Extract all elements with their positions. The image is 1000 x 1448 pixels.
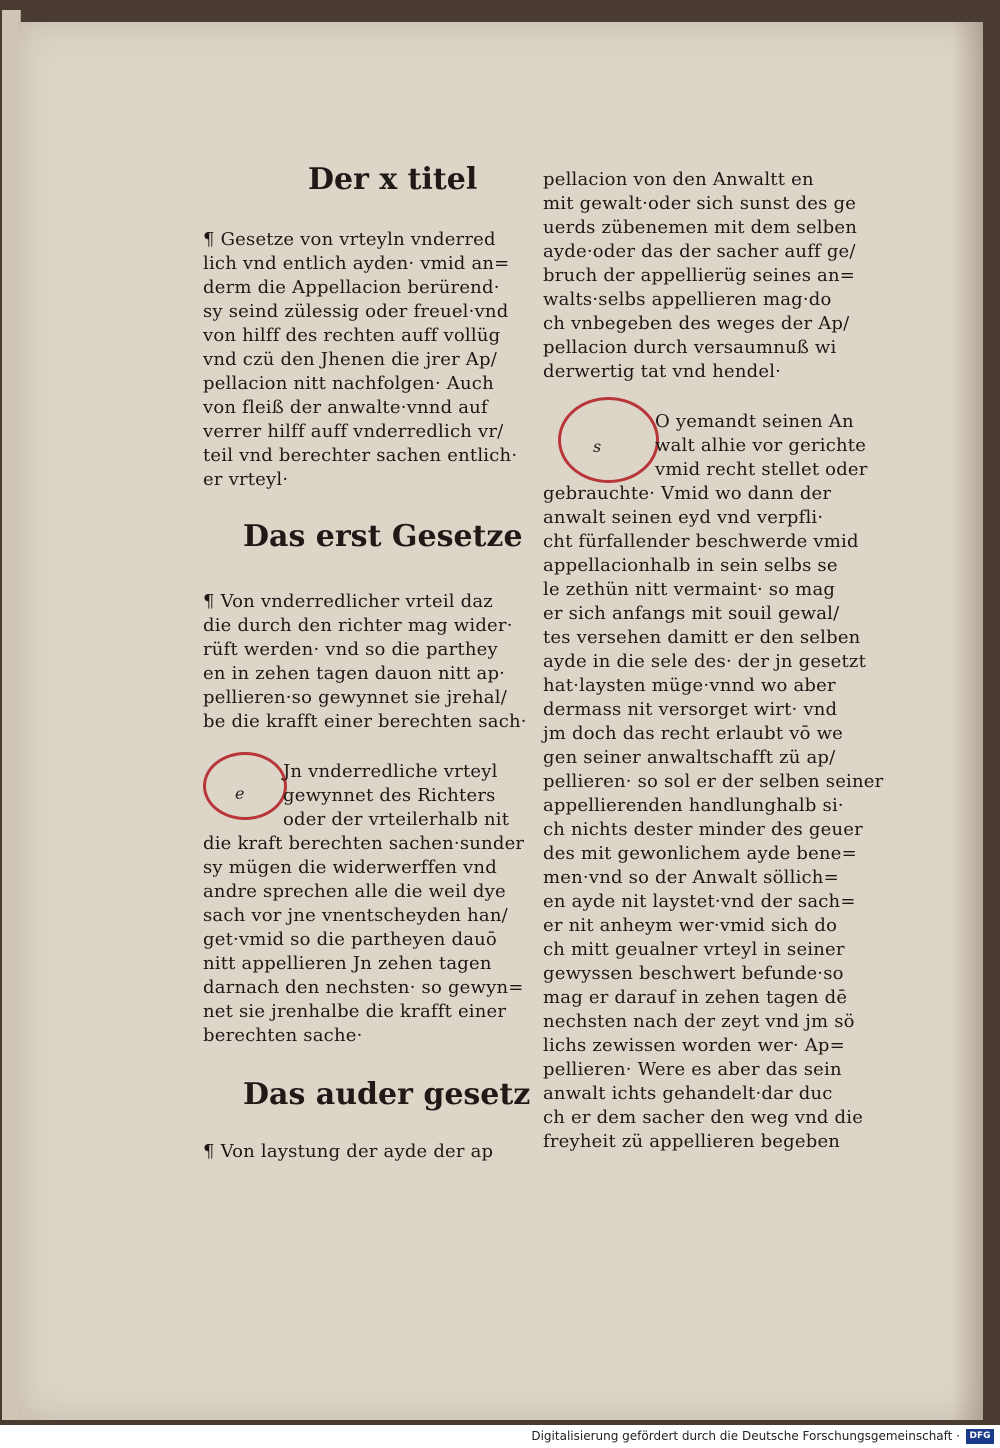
text-line: sach vor jne vnentscheyden han/ bbox=[203, 905, 508, 926]
text-line: pellieren·so gewynnet sie jrehal/ bbox=[203, 687, 507, 708]
text-line: des mit gewonlichem ayde bene= bbox=[543, 843, 857, 864]
text-line: dermass nit versorget wirt· vnd bbox=[543, 699, 838, 720]
text-line: jm doch das recht erlaubt vō we bbox=[543, 723, 844, 744]
red-initial-flourish bbox=[558, 397, 659, 483]
initial-guide-letter: e bbox=[235, 784, 245, 803]
text-line: verrer hilff auff vnderredlich vr/ bbox=[203, 421, 504, 442]
text-line: bruch der appellierüg seines an= bbox=[543, 265, 856, 286]
text-line: sy seind zülessig oder freuel·vnd bbox=[203, 301, 509, 322]
text-line: en ayde nit laystet·vnd der sach= bbox=[543, 891, 856, 912]
text-line: pellieren· Were es aber das sein bbox=[543, 1059, 842, 1080]
text-line: von hilff des rechten auff vollüg bbox=[203, 325, 501, 346]
text-line: lich vnd entlich ayden· vmid an= bbox=[203, 253, 510, 274]
text-line: andre sprechen alle die weil dye bbox=[203, 881, 506, 902]
text-line: teil vnd berechter sachen entlich· bbox=[203, 445, 518, 466]
text-line: anwalt seinen eyd vnd verpfli· bbox=[543, 507, 824, 528]
text-line: sy mügen die widerwerffen vnd bbox=[203, 857, 497, 878]
text-line: be die krafft einer berechten sach· bbox=[203, 711, 527, 732]
text-line: appellacionhalb in sein selbs se bbox=[543, 555, 838, 576]
text-line: freyheit zü appellieren begeben bbox=[543, 1131, 841, 1152]
text-line: vmid recht stellet oder bbox=[655, 459, 868, 480]
text-line: Jn vnderredliche vrteyl bbox=[283, 761, 498, 782]
text-line: pellieren· so sol er der selben seiner bbox=[543, 771, 884, 792]
text-line: er vrteyl· bbox=[203, 469, 289, 490]
text-line: en in zehen tagen dauon nitt ap· bbox=[203, 663, 506, 684]
text-line: gewyssen beschwert befunde·so bbox=[543, 963, 844, 984]
text-line: mag er darauf in zehen tagen dē bbox=[543, 987, 848, 1008]
text-line: nitt appellieren Jn zehen tagen bbox=[203, 953, 492, 974]
text-line: die durch den richter mag wider· bbox=[203, 615, 513, 636]
text-line: ayde·oder das der sacher auff ge/ bbox=[543, 241, 856, 262]
funding-credit: Digitalisierung gefördert durch die Deutsche Forschungsgemeinschaft · bbox=[531, 1429, 960, 1443]
heading-das-auder-gesetz: Das auder gesetz bbox=[243, 1077, 531, 1112]
text-line: pellacion von den Anwaltt en bbox=[543, 169, 814, 190]
dfg-logo: DFG bbox=[966, 1429, 994, 1444]
text-line: le zethün nitt vermaint· so mag bbox=[543, 579, 836, 600]
text-line: berechten sache· bbox=[203, 1025, 363, 1046]
text-line: derwertig tat vnd hendel· bbox=[543, 361, 782, 382]
heading-das-erst-gesetze: Das erst Gesetze bbox=[243, 519, 523, 554]
text-line: ¶ Gesetze von vrteyln vnderred bbox=[203, 229, 496, 250]
text-line: gewynnet des Richters bbox=[283, 785, 496, 806]
text-line: ¶ Von vnderredlicher vrteil daz bbox=[203, 591, 493, 612]
text-line: pellacion durch versaumnuß wi bbox=[543, 337, 837, 358]
text-line: ¶ Von laystung der ayde der ap bbox=[203, 1141, 494, 1162]
text-line: er sich anfangs mit souil gewal/ bbox=[543, 603, 840, 624]
text-line: uerds zübenemen mit dem selben bbox=[543, 217, 858, 238]
text-line: vnd czü den Jhenen die jrer Ap/ bbox=[203, 349, 497, 370]
text-line: walts·selbs appellieren mag·do bbox=[543, 289, 832, 310]
text-line: O yemandt seinen An bbox=[655, 411, 854, 432]
text-line: men·vnd so der Anwalt söllich= bbox=[543, 867, 839, 888]
text-line: tes versehen damitt er den selben bbox=[543, 627, 861, 648]
text-line: er nit anheym wer·vmid sich do bbox=[543, 915, 838, 936]
text-line: gebrauchte· Vmid wo dann der bbox=[543, 483, 832, 504]
text-line: ch er dem sacher den weg vnd die bbox=[543, 1107, 864, 1128]
book-page bbox=[18, 22, 983, 1420]
text-line: ch nichts dester minder des geuer bbox=[543, 819, 863, 840]
text-line: ch vnbegeben des weges der Ap/ bbox=[543, 313, 850, 334]
text-line: mit gewalt·oder sich sunst des ge bbox=[543, 193, 857, 214]
text-line: ayde in die sele des· der jn gesetzt bbox=[543, 651, 867, 672]
text-line: lichs zewissen worden wer· Ap= bbox=[543, 1035, 845, 1056]
text-line: derm die Appellacion berürend· bbox=[203, 277, 500, 298]
text-line: die kraft berechten sachen·sunder bbox=[203, 833, 525, 854]
text-line: ch mitt geualner vrteyl in seiner bbox=[543, 939, 845, 960]
text-line: walt alhie vor gerichte bbox=[655, 435, 867, 456]
text-line: get·vmid so die partheyen dauō bbox=[203, 929, 497, 950]
text-line: gen seiner anwaltschafft zü ap/ bbox=[543, 747, 836, 768]
text-line: pellacion nitt nachfolgen· Auch bbox=[203, 373, 494, 394]
text-line: hat·laysten müge·vnnd wo aber bbox=[543, 675, 836, 696]
text-line: anwalt ichts gehandelt·dar duc bbox=[543, 1083, 833, 1104]
text-line: oder der vrteilerhalb nit bbox=[283, 809, 510, 830]
page-gutter-shadow bbox=[953, 22, 983, 1420]
text-line: appellierenden handlunghalb si· bbox=[543, 795, 844, 816]
initial-guide-letter: s bbox=[593, 437, 602, 456]
red-initial-flourish bbox=[203, 752, 287, 820]
footer-bar bbox=[0, 1425, 1000, 1448]
text-line: von fleiß der anwalte·vnnd auf bbox=[203, 397, 488, 418]
heading-der-x-titel: Der x titel bbox=[308, 162, 478, 197]
text-line: nechsten nach der zeyt vnd jm sö bbox=[543, 1011, 855, 1032]
text-line: darnach den nechsten· so gewyn= bbox=[203, 977, 524, 998]
text-line: rüft werden· vnd so die parthey bbox=[203, 639, 498, 660]
text-line: net sie jrenhalbe die krafft einer bbox=[203, 1001, 507, 1022]
text-line: cht fürfallender beschwerde vmid bbox=[543, 531, 859, 552]
